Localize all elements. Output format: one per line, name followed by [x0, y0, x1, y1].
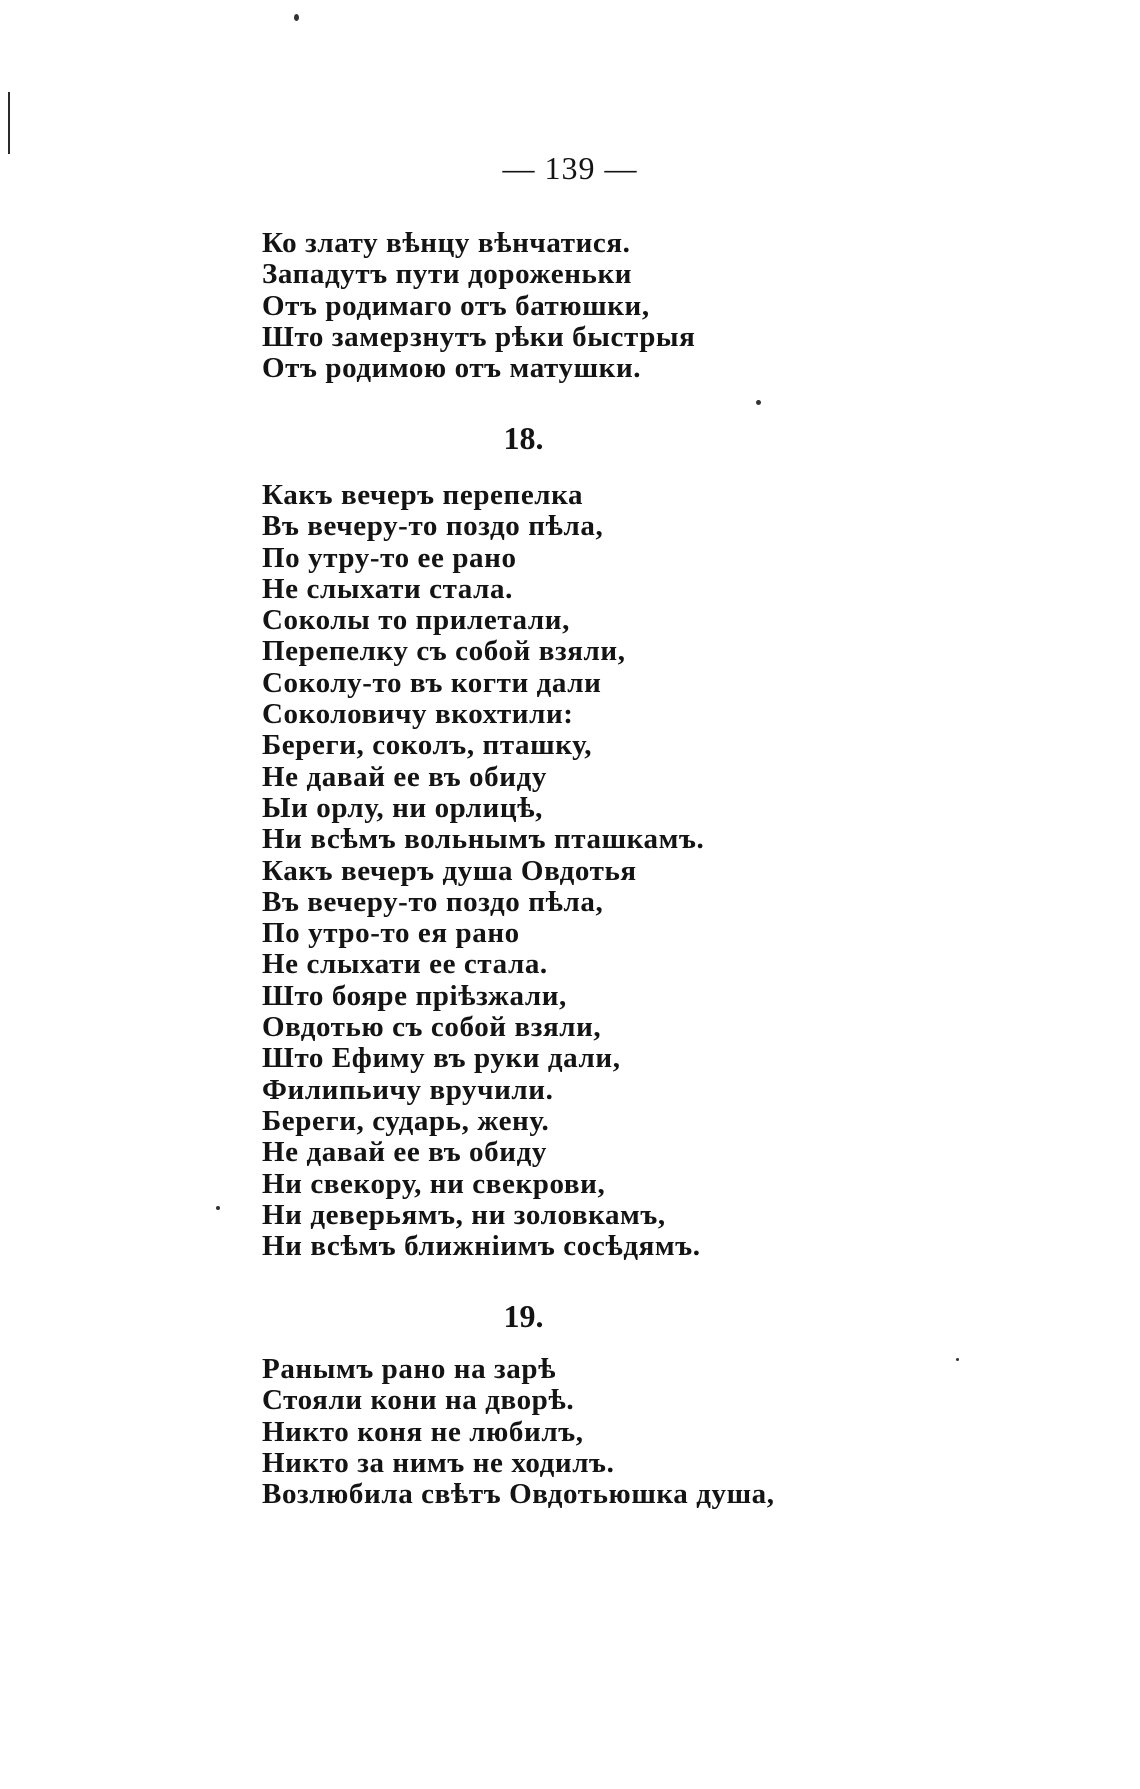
verse-line: Ни свекору, ни свекрови,: [262, 1167, 606, 1200]
verse-line: Не давай ее въ обиду: [262, 760, 547, 793]
song-19-verse: [262, 1354, 775, 1510]
verse-line: Овдотью съ собой взяли,: [262, 1011, 602, 1044]
verse-line: Не слыхати стала.: [262, 572, 513, 605]
opening-stanza: [262, 228, 695, 384]
verse-line: Въ вечеру-то поздо пѣла,: [262, 510, 604, 543]
song-18-verse: [262, 480, 704, 1262]
print-speck: [756, 400, 761, 405]
verse-line: Береги, сударь, жену.: [262, 1104, 550, 1137]
verse-line: Филипьичу вручили.: [262, 1073, 554, 1106]
verse-line: Береги, соколъ, пташку,: [262, 729, 593, 762]
verse-line: Западутъ пути дороженьки: [262, 258, 633, 291]
verse-line: Ни всѣмъ ближнiимъ сосѣдямъ.: [262, 1230, 701, 1263]
verse-line: Никто за нимъ не ходилъ.: [262, 1446, 615, 1479]
verse-line: Возлюбила свѣтъ Овдотьюшка душа,: [262, 1478, 775, 1511]
verse-line: Соколовичу вкохтили:: [262, 698, 574, 731]
verse-line: Ыи орлу, ни орлицѣ,: [262, 791, 544, 824]
verse-line: Ни всѣмъ вольнымъ пташкамъ.: [262, 823, 705, 856]
print-speck: [956, 1358, 959, 1361]
verse-line: Отъ родимаго отъ батюшки,: [262, 289, 650, 322]
verse-line: По утро-то ея рано: [262, 917, 520, 950]
verse-line: Што бояре прiѣзжали,: [262, 979, 567, 1012]
print-speck: [216, 1206, 220, 1210]
verse-line: Ни деверьямъ, ни золовкамъ,: [262, 1198, 666, 1231]
verse-line: Соколы то прилетали,: [262, 604, 570, 637]
verse-line: Што Ефиму въ руки дали,: [262, 1042, 621, 1075]
scan-edge-mark: [8, 92, 10, 154]
verse-line: Не давай ее въ обиду: [262, 1136, 547, 1169]
verse-line: Не слыхати ее стала.: [262, 948, 548, 981]
verse-line: Какъ вечеръ душа Овдотья: [262, 854, 637, 887]
verse-line: Ко злату вѣнцу вѣнчатися.: [262, 227, 631, 259]
song-number-19: 19.: [503, 1298, 544, 1334]
verse-line: Ранымъ рано на зарѣ: [262, 1353, 557, 1385]
verse-line: Какъ вечеръ перепелка: [262, 479, 584, 511]
verse-line: Никто коня не любилъ,: [262, 1415, 584, 1448]
song-number-18: 18.: [503, 420, 544, 456]
verse-line: Што замерзнутъ рѣки быстрыя: [262, 320, 696, 353]
page-number: — 139 —: [502, 150, 638, 186]
verse-line: Отъ родимою отъ матушки.: [262, 352, 642, 385]
verse-line: Стояли кони на дворѣ.: [262, 1384, 575, 1417]
verse-line: Перепелку съ собой взяли,: [262, 635, 626, 668]
verse-line: Въ вечеру-то поздо пѣла,: [262, 885, 604, 918]
print-speck: [294, 14, 299, 21]
verse-line: По утру-то ее рано: [262, 541, 517, 574]
verse-line: Соколу-то въ когти дали: [262, 666, 602, 699]
